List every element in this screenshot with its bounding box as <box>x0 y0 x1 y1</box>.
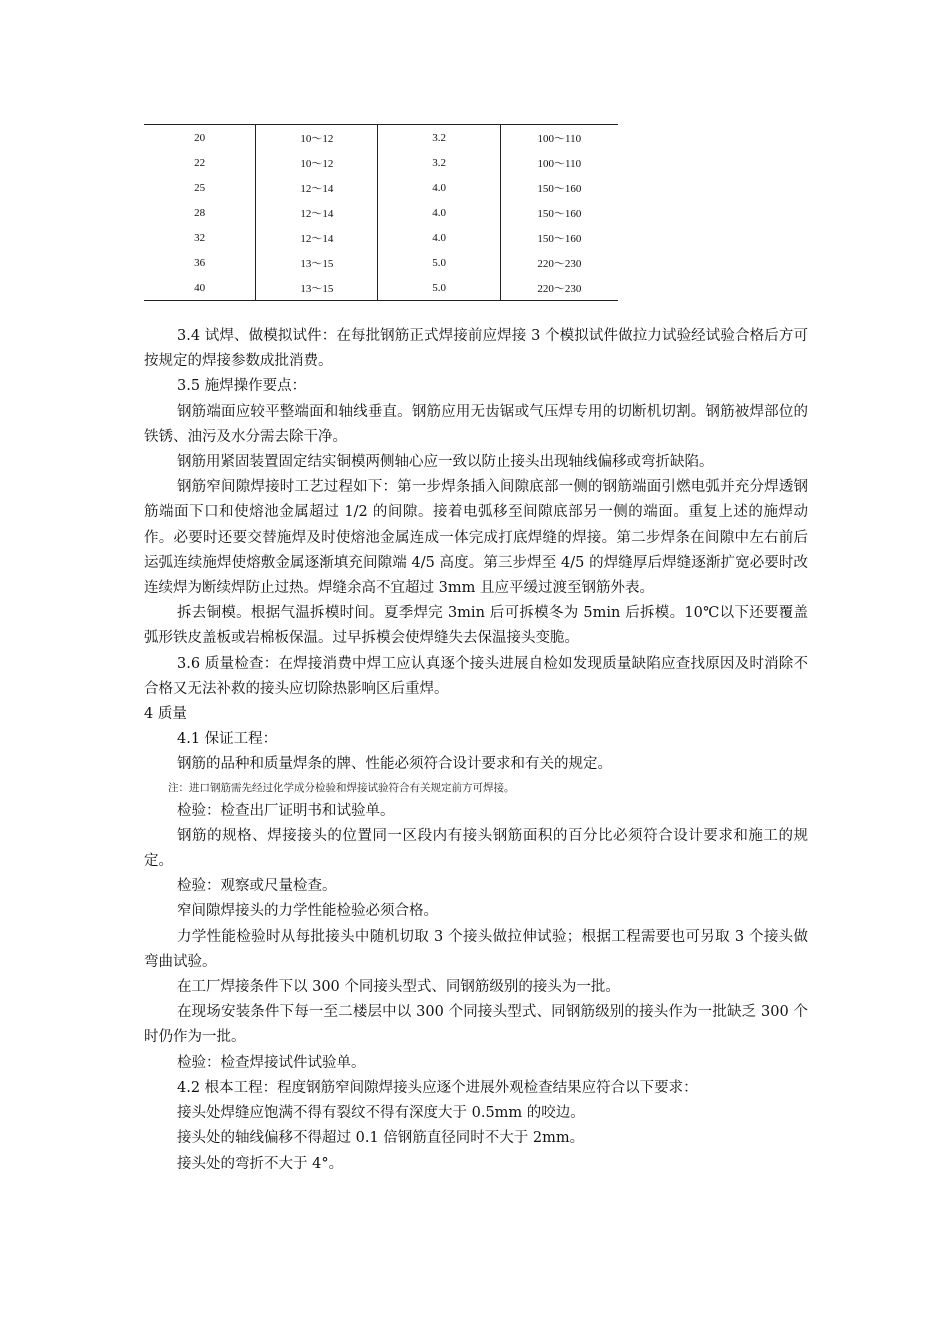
table-cell: 13～15 <box>256 275 378 301</box>
table-cell: 4.0 <box>378 175 500 200</box>
table-cell: 28 <box>194 206 206 219</box>
paragraph: 接头处焊缝应饱满不得有裂纹不得有深度大于 0.5mm 的咬边。 <box>177 1105 585 1122</box>
paragraph: 4.2 根本工程：程度钢筋窄间隙焊接头应逐个进展外观检查结果应符合以下要求： <box>177 1079 698 1096</box>
paragraph: 拆去铜模。根据气温拆模时间。夏季焊完 3min 后可拆模冬为 5min 后拆模。10℃以下还要覆盖弧形铁皮盖板或岩棉板保温。过早拆模会使焊缝失去保温接头变脆。 <box>144 605 808 647</box>
document-body <box>144 324 808 1177</box>
table-cell: 36 <box>194 256 206 269</box>
table-cell: 100～110 <box>500 150 618 175</box>
table-cell: 20 <box>144 125 256 151</box>
paragraph: 接头处的弯折不大于 4°。 <box>177 1155 344 1172</box>
paragraph: 3.6 质量检查：在焊接消费中焊工应认真逐个接头进展自检如发现质量缺陷应查找原因及时消除不合格又无法补救的接头应切除热影响区后重焊。 <box>144 655 808 697</box>
table-row <box>144 175 618 200</box>
table-cell: 150～160 <box>500 200 618 225</box>
table-row <box>144 150 618 175</box>
table-cell: 25 <box>194 181 206 194</box>
table-cell: 13～15 <box>256 250 378 275</box>
paragraph: 在现场安装条件下每一至二楼层中以 300 个同接头型式、同钢筋级别的接头作为一批缺乏 300 个时仍作为一批。 <box>144 1004 808 1046</box>
paragraph: 接头处的轴线偏移不得超过 0.1 倍钢筋直径同时不大于 2mm。 <box>177 1130 585 1147</box>
paragraph: 在工厂焊接条件下以 300 个同接头型式、同钢筋级别的接头为一批。 <box>177 979 620 996</box>
table-cell: 220～230 <box>500 250 618 275</box>
paragraph: 检验：观察或尺量检查。 <box>177 878 337 895</box>
paragraph: 4.1 保证工程： <box>177 731 278 748</box>
table-cell: 150～160 <box>500 175 618 200</box>
table-cell: 5.0 <box>378 250 500 275</box>
paragraph: 钢筋的品种和质量焊条的牌、性能必须符合设计要求和有关的规定。 <box>177 756 612 773</box>
table-cell: 22 <box>194 156 206 169</box>
welding-parameter-table <box>144 124 618 301</box>
table-cell: 4.0 <box>378 225 500 250</box>
note-paragraph: 注：进口钢筋需先经过化学成分检验和焊接试验符合有关规定前方可焊接。 <box>168 781 515 794</box>
table-cell: 150～160 <box>500 225 618 250</box>
table-row <box>144 125 618 151</box>
table-cell: 3.2 <box>378 150 500 175</box>
table-cell: 3.2 <box>378 125 500 151</box>
paragraph: 力学性能检验时从每批接头中随机切取 3 个接头做拉伸试验；根据工程需要也可另取 3 个接头做弯曲试验。 <box>144 928 808 970</box>
table-row <box>144 200 618 225</box>
table-body <box>144 125 618 301</box>
table-cell: 12～14 <box>256 175 378 200</box>
paragraph: 钢筋用紧固装置固定结实铜模两侧轴心应一致以防止接头出现轴线偏移或弯折缺陷。 <box>177 454 714 471</box>
table-cell: 220～230 <box>500 275 618 301</box>
table-cell: 32 <box>194 231 206 244</box>
paragraph: 检验：检查焊接试件试验单。 <box>177 1054 366 1071</box>
table-cell: 100～110 <box>500 125 618 151</box>
table-cell: 40 <box>144 275 256 301</box>
table-cell: 4.0 <box>378 200 500 225</box>
paragraph: 钢筋的规格、焊接接头的位置同一区段内有接头钢筋面积的百分比必须符合设计要求和施工的规定。 <box>144 827 808 870</box>
table-row <box>144 225 618 250</box>
paragraph: 4 质量 <box>144 706 187 723</box>
paragraph: 3.5 施焊操作要点： <box>177 378 307 395</box>
paragraph: 3.4 试焊、做模拟试件：在每批钢筋正式焊接前应焊接 3 个模拟试件做拉力试验经试验合格后方可按规定的焊接参数成批消费。 <box>144 328 808 370</box>
table-cell: 10～12 <box>256 150 378 175</box>
table-cell: 12～14 <box>256 200 378 225</box>
paragraph: 窄间隙焊接头的力学性能检验必须合格。 <box>177 903 438 920</box>
paragraph: 钢筋窄间隙焊接时工艺过程如下：第一步焊条插入间隙底部一侧的钢筋端面引燃电弧并充分焊透钢筋端面下口和使熔池金属超过 1/2 的间隙。接着电弧移至间隙底部另一侧的端面。重复上述的施焊动作。必要时还要交替施焊及时使熔池金属连成一体完成打底焊缝的焊接。第二步焊条在间隙中左右前后运弧连续施焊使熔敷金属逐渐填充间隙端 4/5 高度。第三步焊至 4/5 的焊缝厚后焊缝逐渐扩宽必要时改连续焊为断续焊防止过热。焊缝余高不宜超过 3mm 且应平缓过渡至钢筋外表。 <box>144 479 808 597</box>
table-cell: 12～14 <box>256 225 378 250</box>
paragraph: 钢筋端面应较平整端面和轴线垂直。钢筋应用无齿锯或气压焊专用的切断机切割。钢筋被焊部位的铁锈、油污及水分需去除干净。 <box>144 403 808 445</box>
table-row <box>144 250 618 275</box>
table-cell: 10～12 <box>256 125 378 151</box>
paragraph: 检验：检查出厂证明书和试验单。 <box>177 802 395 819</box>
table-cell: 5.0 <box>378 275 500 301</box>
table-row <box>144 275 618 301</box>
